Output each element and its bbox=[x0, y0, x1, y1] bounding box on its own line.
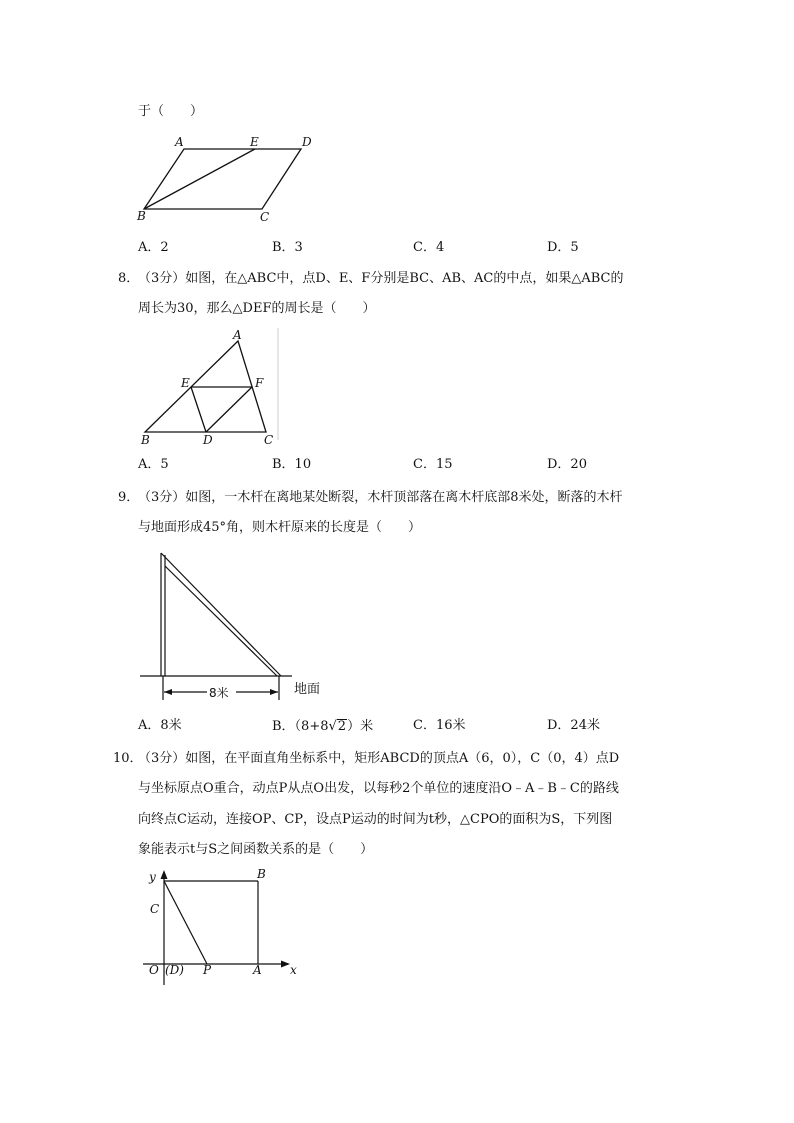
q8-label-C: C bbox=[264, 433, 274, 447]
q9-ground-label: 地面 bbox=[294, 682, 321, 697]
q9-stem-line2: 与地面形成45°角，则木杆原来的长度是（ ） bbox=[138, 520, 422, 535]
q8-option-c[interactable]: C．15 bbox=[413, 457, 453, 472]
q9-option-c[interactable]: C．16米 bbox=[413, 718, 466, 733]
q10-label-A: A bbox=[253, 963, 262, 977]
q7-label-A: A bbox=[175, 135, 184, 149]
q10-label-D: (D) bbox=[165, 963, 184, 977]
q10-label-O: O bbox=[149, 963, 159, 977]
q8-option-a[interactable]: A．5 bbox=[138, 457, 169, 472]
q8-stem-line1: （3分）如图，在△ABC中，点D、E、F分别是BC、AB、AC的中点，如果△ABC的 bbox=[138, 271, 624, 286]
q10-label-P: P bbox=[203, 963, 212, 977]
q9-option-d[interactable]: D．24米 bbox=[547, 718, 600, 733]
q9-option-b-prefix: B．（8+8 bbox=[272, 719, 329, 734]
q8-label-F: F bbox=[255, 376, 264, 390]
q9-dim-label: 8米 bbox=[209, 686, 229, 700]
q8-stem-line2: 周长为30，那么△DEF的周长是（ ） bbox=[138, 301, 376, 316]
q10-number: 10． bbox=[113, 751, 143, 766]
q10-stem-line1: （3分）如图，在平面直角坐标系中，矩形ABCD的顶点A（6，0），C（0，4）点D bbox=[138, 751, 620, 766]
q7-option-b[interactable]: B．3 bbox=[272, 240, 303, 255]
q10-label-y: y bbox=[149, 870, 156, 884]
q9-number: 9． bbox=[118, 490, 140, 505]
q7-label-D: D bbox=[302, 135, 312, 149]
q8-label-A: A bbox=[233, 328, 242, 342]
q7-label-C: C bbox=[260, 210, 270, 224]
q10-stem-line2: 与坐标原点O重合，动点P从点O出发，以每秒2个单位的速度沿O﹣A﹣B﹣C的路线 bbox=[138, 781, 619, 796]
q7-stem-tail: 于（ ） bbox=[138, 104, 204, 119]
q8-option-d[interactable]: D．20 bbox=[547, 457, 587, 472]
q7-option-c[interactable]: C．4 bbox=[413, 240, 445, 255]
q10-stem-line3: 向终点C运动，连接OP、CP，设点P运动的时间为t秒，△CPO的面积为S，下列图 bbox=[138, 812, 613, 827]
q10-label-C: C bbox=[150, 902, 160, 916]
q10-label-B: B bbox=[257, 867, 266, 881]
q8-number: 8． bbox=[118, 271, 140, 286]
q9-option-a[interactable]: A．8米 bbox=[138, 718, 182, 733]
q7-label-E: E bbox=[250, 135, 259, 149]
q7-label-B: B bbox=[137, 209, 146, 223]
q8-option-b[interactable]: B．10 bbox=[272, 457, 312, 472]
q8-label-B: B bbox=[141, 433, 150, 447]
q8-label-D: D bbox=[203, 433, 213, 447]
q9-option-b-suffix: ）米 bbox=[347, 719, 374, 734]
q9-option-b-radicand: 2 bbox=[337, 719, 347, 734]
sqrt-icon: √ bbox=[328, 719, 337, 734]
q10-label-x: x bbox=[290, 963, 297, 977]
q10-stem-line4: 象能表示t与S之间函数关系的是（ ） bbox=[138, 842, 374, 857]
q7-option-d[interactable]: D．5 bbox=[547, 240, 579, 255]
q7-option-a[interactable]: A．2 bbox=[138, 240, 169, 255]
q8-label-E: E bbox=[181, 376, 190, 390]
q9-stem-line1: （3分）如图，一木杆在离地某处断裂，木杆顶部落在离木杆底部8米处，断落的木杆 bbox=[138, 490, 623, 505]
